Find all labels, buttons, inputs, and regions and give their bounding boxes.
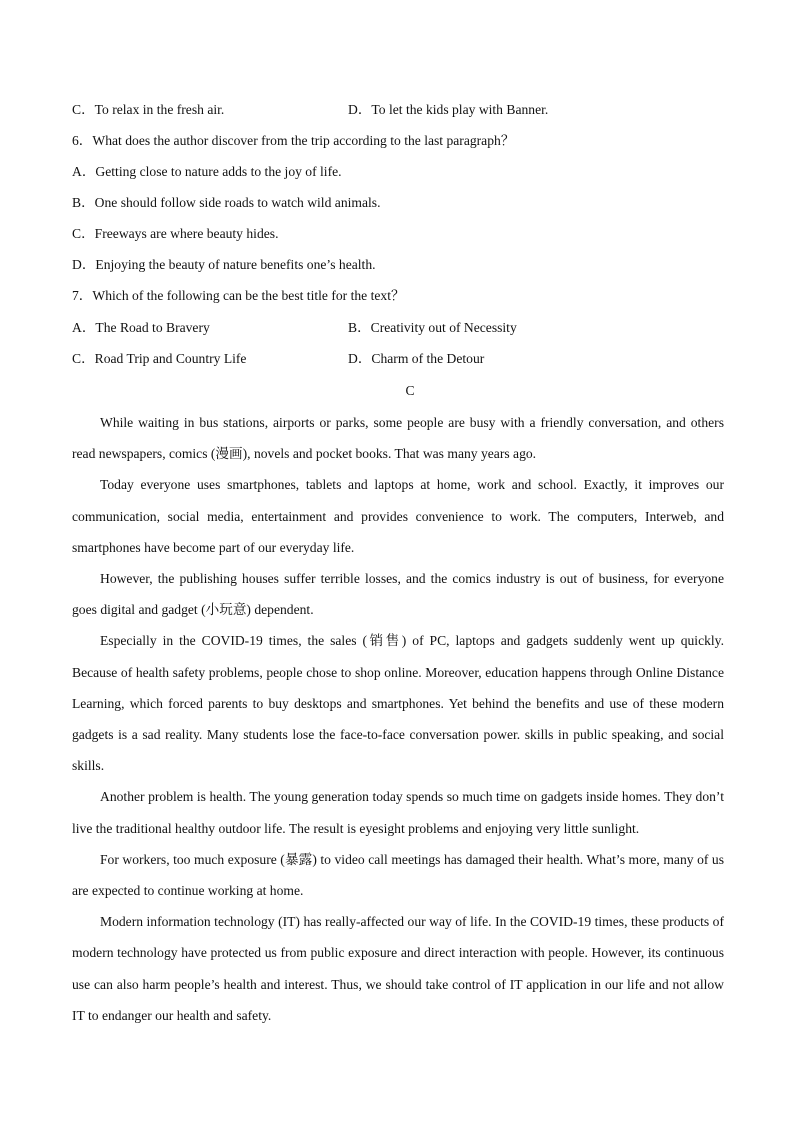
q6-option-d: D．Enjoying the beauty of nature benefits one’s health.: [72, 257, 376, 272]
passage-paragraph: For workers, too much exposure (暴露) to video call meetings has damaged their health. What’s more, many of us are expected to continue working at home.: [72, 851, 724, 899]
passage-c: [72, 407, 724, 1031]
q6-option-c: C．Freeways are where beauty hides.: [72, 226, 279, 241]
passage-paragraph: Today everyone uses smartphones, tablets and laptops at home, work and school. Exactly, it improves our communication, social media, entertainment and provides convenience to work. The computers, Interweb, and smartphones have become part of our everyday life.: [72, 477, 724, 555]
q7-option-a: A．The Road to Bravery: [72, 320, 210, 335]
section-heading: C: [405, 383, 415, 398]
passage-paragraph: Especially in the COVID-19 times, the sales (销售) of PC, laptops and gadgets suddenly went up quickly. Because of health safety problems, people chose to shop online. Moreover, education happens through Online Distance Learning, which forced parents to buy desktops and smartphones. Yet behind the benefits and use of these modern gadgets is a sad reality. Many students lose the face-to-face conversation power. skills in public speaking, and social skills.: [72, 633, 724, 774]
q6-option-b: B．One should follow side roads to watch wild animals.: [72, 195, 381, 210]
passage-paragraph: Another problem is health. The young generation today spends so much time on gadgets inside homes. They don’t live the traditional healthy outdoor life. The result is eyesight problems and enjoying very little sunlight.: [72, 789, 724, 836]
q7-stem: 7．Which of the following can be the best title for the text？: [72, 288, 405, 303]
passage-paragraph: However, the publishing houses suffer terrible losses, and the comics industry is out of business, for everyone goes digital and gadget (小玩意) dependent.: [72, 571, 724, 618]
q7-option-b: B．Creativity out of Necessity: [348, 320, 517, 335]
q7-option-c: C．Road Trip and Country Life: [72, 351, 247, 366]
q5-option-c: C．To relax in the fresh air.: [72, 102, 225, 117]
q7-option-d: D．Charm of the Detour: [348, 351, 485, 366]
q6-option-a: A．Getting close to nature adds to the joy of life.: [72, 164, 342, 179]
q6-stem: 6．What does the author discover from the trip according to the last paragraph？: [72, 133, 515, 148]
q5-option-d: D．To let the kids play with Banner.: [348, 102, 549, 117]
passage-paragraph: While waiting in bus stations, airports or parks, some people are busy with a friendly conversation, and others read newspapers, comics (漫画), novels and pocket books. That was many years ago.: [72, 415, 724, 462]
passage-paragraph: Modern information technology (IT) has really-affected our way of life. In the COVID-19 times, these products of modern technology have protected us from public exposure and direct interaction with people. However, its continuous use can also harm people’s health and interest. Thus, we should take control of IT application in our life and not allow IT to endanger our health and safety.: [72, 914, 724, 1023]
